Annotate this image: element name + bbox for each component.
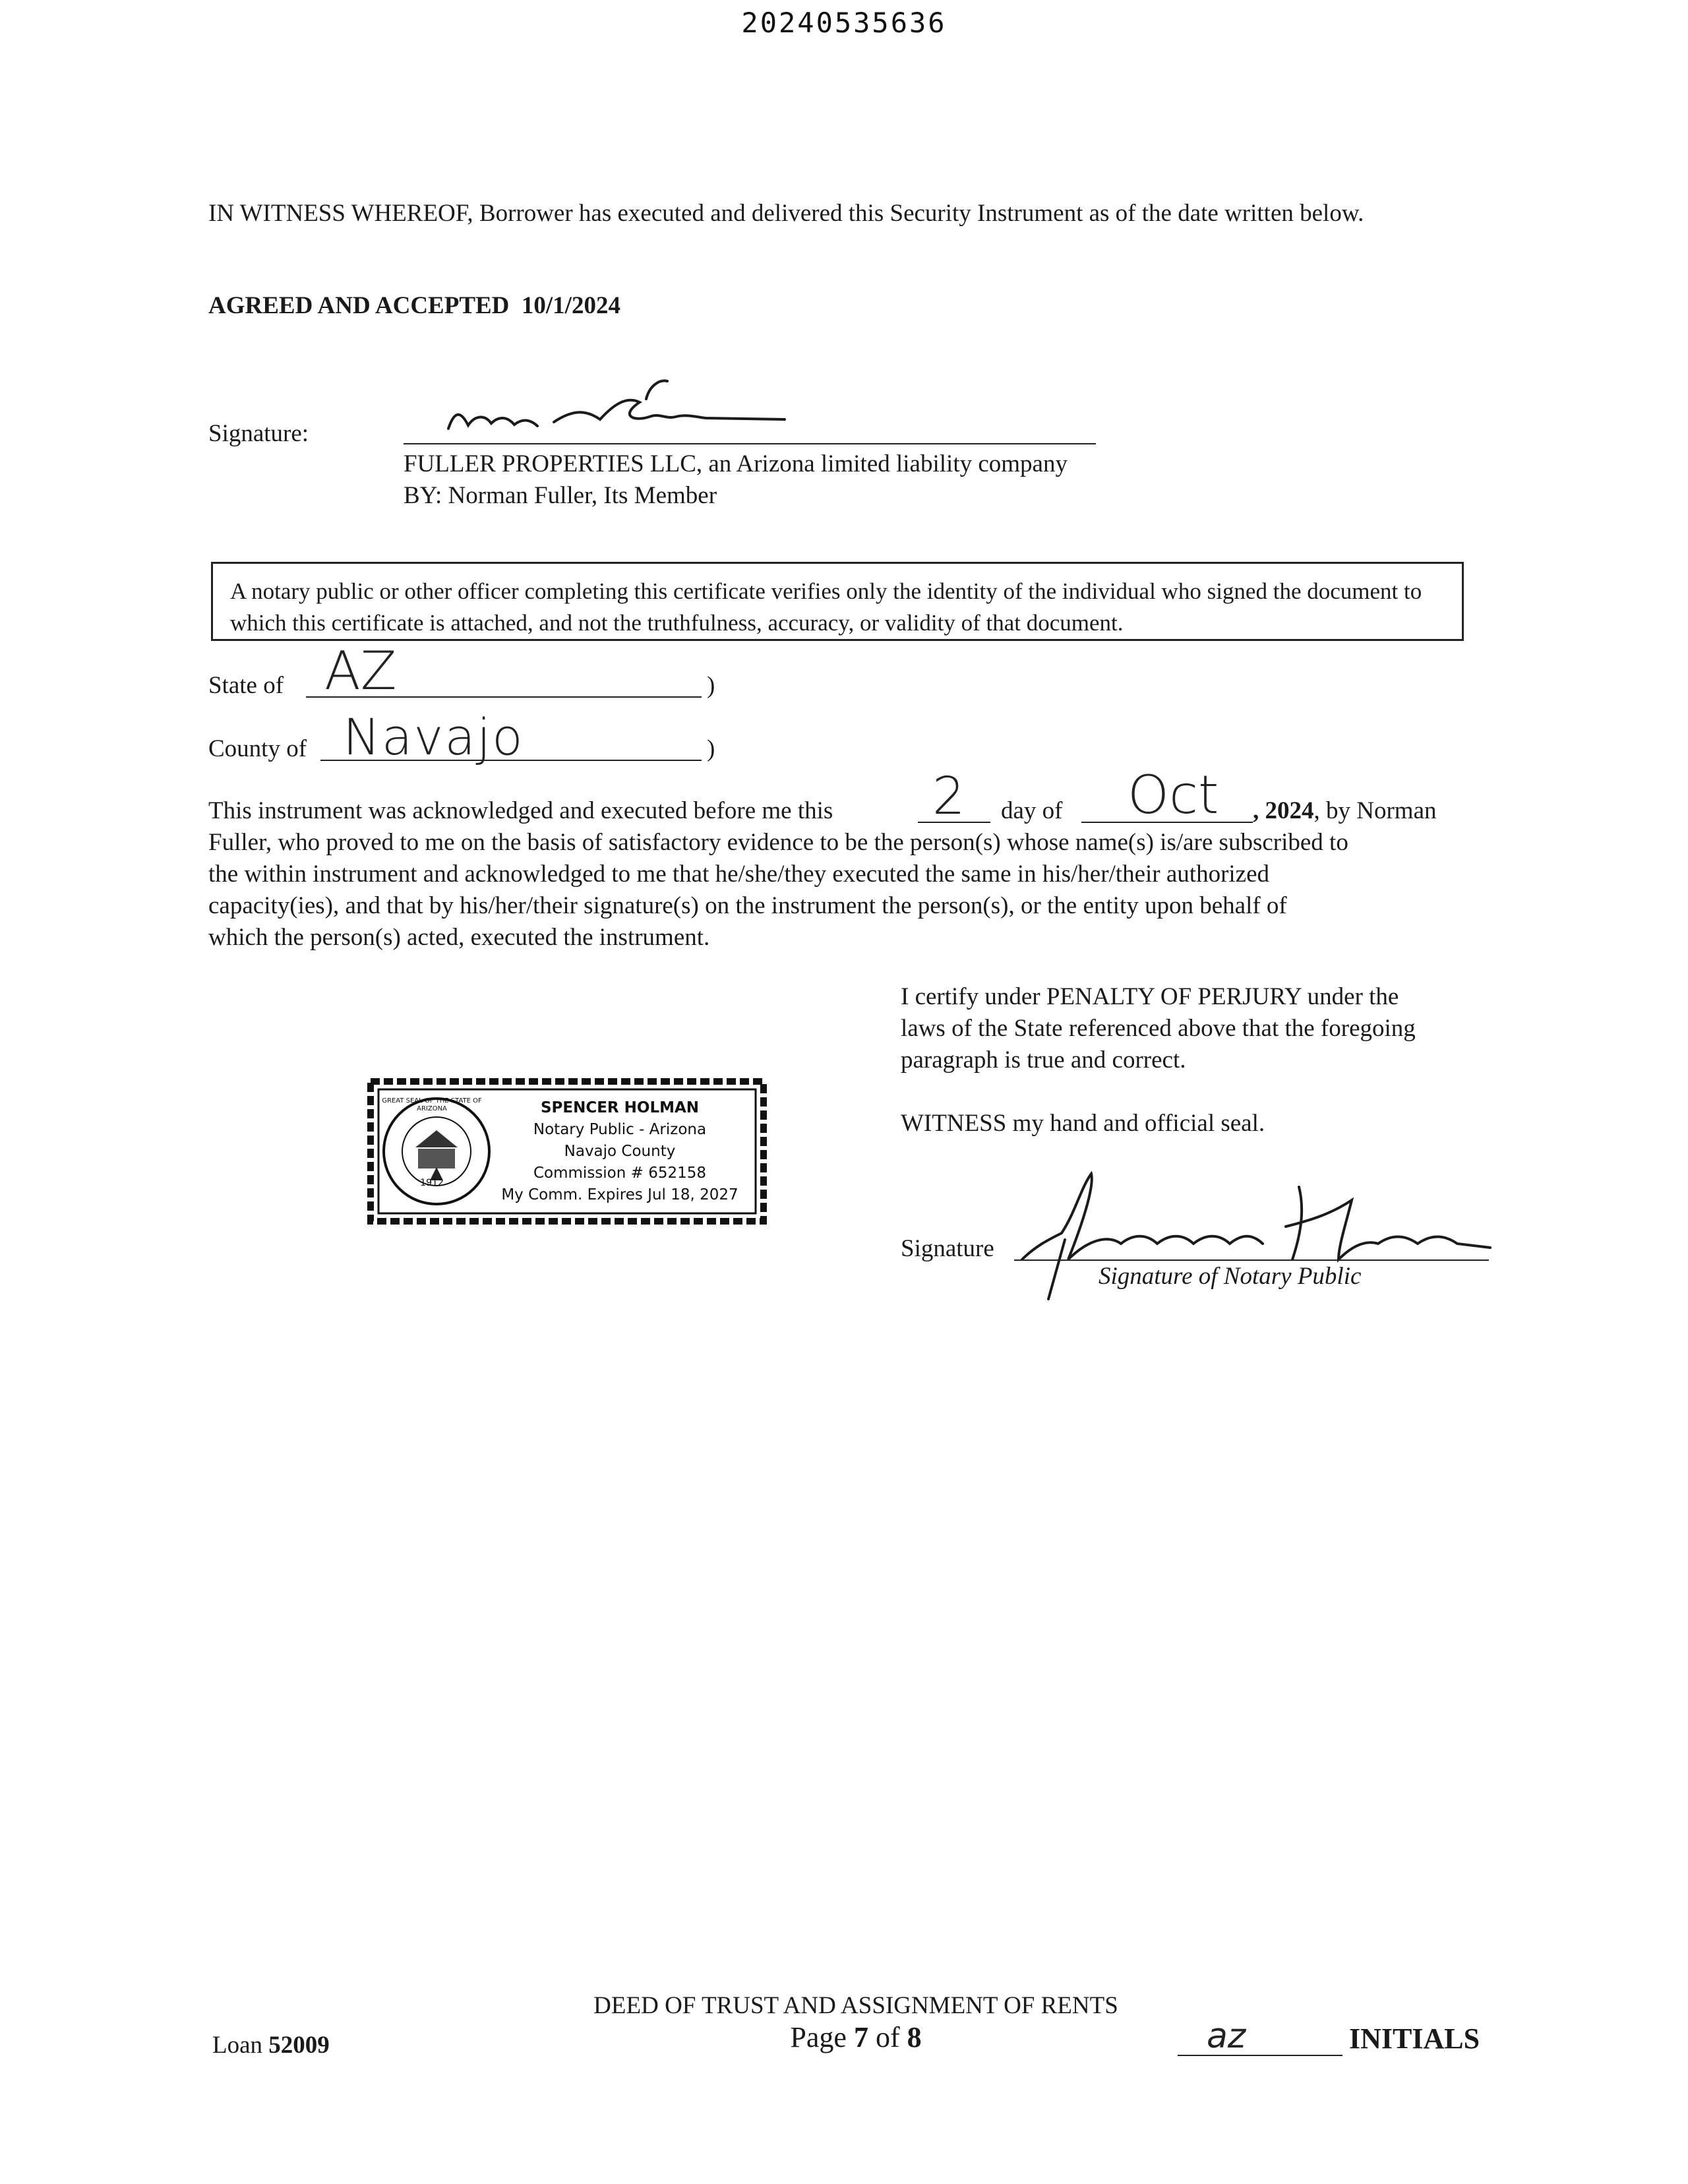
witness-hand-seal: WITNESS my hand and official seal.: [901, 1110, 1265, 1137]
witness-clause: IN WITNESS WHEREOF, Borrower has executed and delivered this Security Instrument as of the date written below.: [208, 200, 1364, 227]
stamp-county: Navajo County: [564, 1143, 676, 1160]
state-paren: ): [707, 672, 715, 699]
state-handwritten: AZ: [324, 640, 397, 702]
state-label: State of: [208, 672, 284, 699]
county-line: [320, 760, 702, 761]
footer-doc-title: DEED OF TRUST AND ASSIGNMENT OF RENTS: [593, 1992, 1118, 2019]
agreed-label: AGREED AND ACCEPTED: [208, 292, 510, 319]
ack-month-line: [1081, 822, 1253, 823]
page-current: 7: [853, 2021, 868, 2053]
ack-day-line: [918, 822, 990, 823]
notary-seal: [379, 1095, 485, 1187]
borrower-entity-line: FULLER PROPERTIES LLC, an Arizona limited liability company: [404, 450, 1068, 477]
ack-day-handwritten: 2: [932, 767, 965, 826]
borrower-signature-label: Signature:: [208, 420, 309, 447]
seal-year: 1912: [420, 1178, 444, 1187]
county-paren: ): [707, 735, 715, 762]
perjury-line1: I certify under PENALTY OF PERJURY under the: [901, 983, 1399, 1010]
ack-line4: capacity(ies), and that by his/her/their signature(s) on the instrument the person(s), or the entity upon behalf of: [208, 892, 1287, 919]
footer-loan: [212, 2030, 330, 2061]
footer-page-number: [559, 2020, 1153, 2055]
ack-month-handwritten: Oct: [1128, 764, 1219, 826]
perjury-line2: laws of the State referenced above that the foregoing: [901, 1015, 1416, 1042]
borrower-signature-line: [404, 443, 1096, 444]
perjury-line3: paragraph is true and correct.: [901, 1046, 1186, 1074]
borrower-handwritten-signature: [422, 376, 791, 448]
ack-line2: Fuller, who proved to me on the basis of satisfactory evidence to be the person(s) whose name(s) is/are subscribed to: [208, 829, 1348, 856]
notary-signature-caption: Signature of Notary Public: [1099, 1263, 1362, 1290]
county-label: County of: [208, 735, 307, 762]
borrower-by-line: BY: Norman Fuller, Its Member: [404, 482, 717, 509]
loan-label: Loan: [212, 2032, 263, 2059]
state-line: [306, 696, 702, 698]
document-number: 20240535636: [741, 7, 947, 39]
page-total: 8: [907, 2021, 922, 2053]
loan-number: 52009: [268, 2032, 330, 2059]
stamp-notary-name: SPENCER HOLMAN: [540, 1099, 700, 1116]
ack-line3: the within instrument and acknowledged to me that he/she/they executed the same in his/her/their authorized: [208, 861, 1270, 888]
page-label: Page: [790, 2021, 847, 2053]
initials-handwritten: az: [1207, 2017, 1246, 2056]
ack-year-by: [1253, 795, 1437, 827]
stamp-commission: Commission # 652158: [533, 1165, 707, 1182]
agreed-date: 10/1/2024: [521, 292, 620, 319]
page-of: of: [875, 2021, 900, 2053]
seal-text: GREAT SEAL OF THE STATE OF ARIZONA: [382, 1097, 482, 1112]
ack-line5: which the person(s) acted, executed the instrument.: [208, 924, 710, 951]
county-handwritten: Navajo: [343, 708, 524, 766]
initials-line: [1178, 2055, 1342, 2056]
notary-signature-label: Signature: [901, 1235, 994, 1262]
ack-part1: This instrument was acknowledged and executed before me this: [208, 797, 833, 824]
ack-part3: , by Norman: [1313, 797, 1437, 824]
initials-label: INITIALS: [1349, 2022, 1480, 2055]
agreed-accepted: [208, 290, 620, 322]
ack-part2: day of: [1001, 797, 1063, 824]
notary-notice-box: A notary public or other officer completing this certificate verifies only the identity of the individual who signed the document to which this certificate is attached, and not the truthfulness, accuracy, or validity of that document.: [211, 562, 1464, 641]
ack-year: , 2024: [1253, 797, 1314, 824]
notary-stamp-text: [488, 1097, 752, 1206]
stamp-notary-title: Notary Public - Arizona: [533, 1121, 707, 1138]
stamp-expiration: My Comm. Expires Jul 18, 2027: [501, 1186, 738, 1203]
